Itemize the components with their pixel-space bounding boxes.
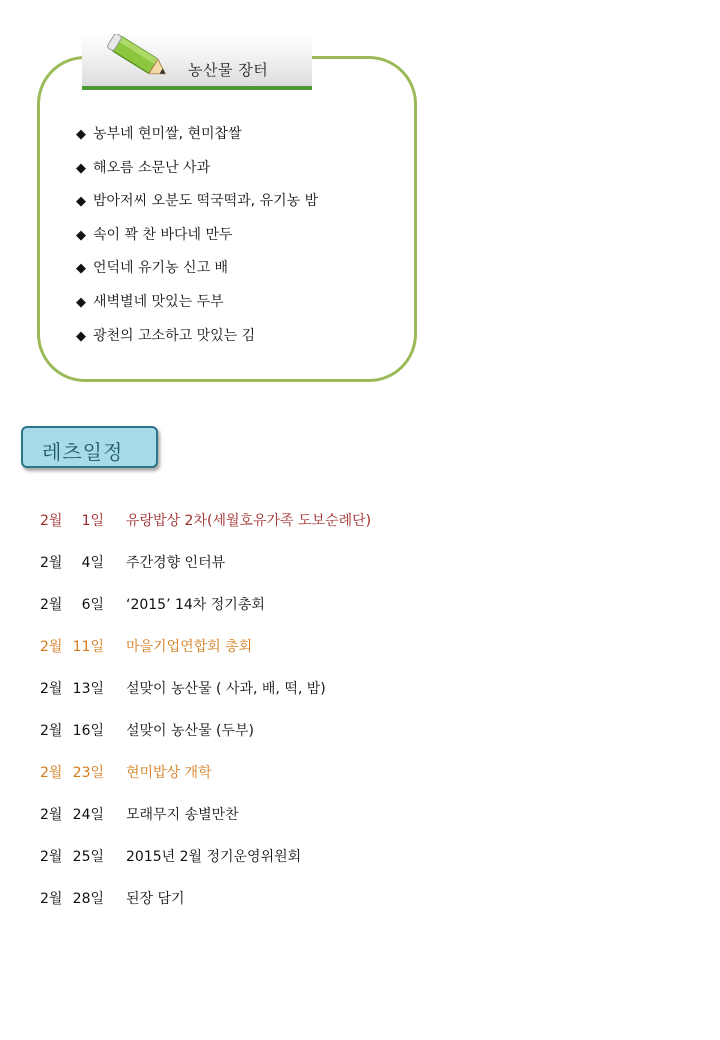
schedule-day: 16일 [72, 723, 104, 739]
schedule-event: 유랑밥상 2차(세월호유가족 도보순례단) [126, 513, 372, 529]
market-item-label: 해오름 소문난 사과 [93, 159, 211, 176]
schedule-day: 13일 [72, 681, 104, 697]
market-item-label: 밤아저씨 오분도 떡국떡과, 유기농 밤 [93, 193, 319, 210]
market-title: 농산물 장터 [188, 61, 269, 79]
schedule-event: 설맞이 농산물 (두부) [126, 723, 255, 739]
schedule-month: 2월 [40, 807, 63, 823]
schedule-title: 레츠일정 [42, 440, 124, 464]
schedule-month: 2월 [40, 723, 63, 739]
schedule-event: 설맞이 농산물 ( 사과, 배, 떡, 밤) [126, 681, 326, 697]
schedule-event: 된장 담기 [126, 891, 185, 907]
list-item [76, 185, 318, 219]
schedule-event: 현미밥상 개학 [126, 765, 212, 781]
schedule-month: 2월 [40, 681, 63, 697]
schedule-day: 6일 [81, 597, 104, 613]
list-item [76, 320, 318, 354]
list-item [76, 219, 318, 253]
market-list [76, 118, 318, 353]
schedule-month: 2월 [40, 555, 63, 571]
schedule-event: 주간경향 인터뷰 [126, 555, 226, 571]
schedule-month: 2월 [40, 513, 63, 529]
list-item [76, 118, 318, 152]
schedule-event: ‘2015’ 14차 정기총회 [126, 597, 265, 613]
market-item-label: 농부네 현미쌀, 현미찹쌀 [93, 126, 242, 142]
schedule-month: 2월 [40, 597, 63, 613]
pencil-icon [106, 34, 176, 82]
diamond-bullet-icon: ◆ [76, 294, 86, 310]
list-item [76, 286, 318, 320]
diamond-bullet-icon: ◆ [76, 194, 86, 210]
diamond-bullet-icon: ◆ [76, 127, 86, 142]
market-item-label: 속이 꽉 찬 바다네 만두 [93, 226, 233, 243]
schedule-month: 2월 [40, 891, 63, 907]
schedule-event: 모래무지 송별만찬 [126, 807, 239, 823]
schedule-event: 마을기업연합회 총회 [126, 639, 253, 655]
schedule-month: 2월 [40, 765, 63, 781]
market-item-label: 새벽별네 맛있는 두부 [93, 293, 224, 310]
diamond-bullet-icon: ◆ [76, 227, 86, 243]
market-item-label: 광천의 고소하고 맛있는 김 [93, 327, 256, 344]
schedule-event: 2015년 2월 정기운영위원회 [126, 849, 302, 865]
schedule-header [21, 426, 158, 468]
market-header [82, 32, 312, 90]
schedule-day: 28일 [72, 891, 104, 907]
schedule-day: 4일 [81, 555, 104, 571]
schedule-month: 2월 [40, 849, 63, 865]
diamond-bullet-icon: ◆ [76, 261, 86, 277]
list-item [76, 152, 318, 186]
schedule-day: 11일 [72, 639, 104, 655]
schedule-day: 24일 [72, 807, 104, 823]
schedule-day: 1일 [81, 513, 104, 529]
list-item [76, 252, 318, 286]
schedule-day: 25일 [72, 849, 104, 865]
schedule-day: 23일 [72, 765, 104, 781]
market-item-label: 언덕네 유기농 신고 배 [93, 260, 229, 277]
diamond-bullet-icon: ◆ [76, 328, 86, 344]
diamond-bullet-icon: ◆ [76, 160, 86, 176]
schedule-month: 2월 [40, 639, 63, 655]
